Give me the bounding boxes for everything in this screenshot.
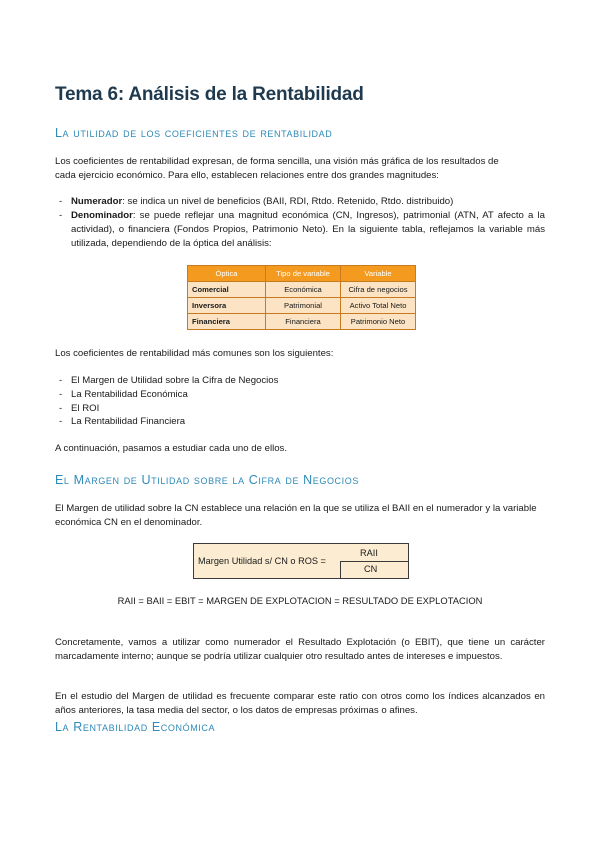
table-row: [188, 314, 416, 330]
table-row: [188, 282, 416, 298]
table-header-optica: Óptica: [188, 266, 266, 282]
list-item-text: El Margen de Utilidad sobre la Cifra de Negocios: [71, 375, 279, 386]
section-heading-margen: El Margen de Utilidad sobre la Cifra de Negocios: [55, 473, 359, 487]
table-header-variable: Variable: [341, 266, 416, 282]
bullet-dash: -: [59, 375, 63, 386]
formula-lhs: Margen Utilidad s/ CN o ROS =: [198, 556, 326, 566]
bullet-dash: -: [59, 389, 63, 400]
section-heading-rentabilidad-economica: La Rentabilidad Económica: [55, 720, 216, 734]
bullet-dash: -: [59, 416, 63, 427]
list-item-text: La Rentabilidad Económica: [71, 389, 188, 400]
table-header-tipo: Tipo de variable: [266, 266, 341, 282]
bullet-numerador-term: Numerador: [71, 196, 123, 207]
margen-paragraph-2: Concretamente, vamos a utilizar como numerador el Resultado Explotación (o EBIT), que tiene un carácter marcadamente interno; aunque se podría utilizar cualquier otro resultado antes de intereses e impuestos.: [55, 637, 545, 662]
list-item: [59, 415, 545, 429]
table-cell: Financiera: [188, 314, 266, 330]
bullet-dash: -: [59, 403, 63, 414]
table-row: [188, 298, 416, 314]
intro-paragraph: [55, 155, 545, 183]
list-item-text: La Rentabilidad Financiera: [71, 416, 186, 427]
section-heading-utilidad: La utilidad de los coeficientes de rentabilidad: [55, 126, 333, 140]
list-intro: Los coeficientes de rentabilidad más comunes son los siguientes:: [55, 348, 334, 359]
bullet-denominador-term: Denominador: [71, 210, 133, 221]
table-cell: Activo Total Neto: [341, 298, 416, 314]
list-item: [59, 374, 545, 388]
intro-line-1: Los coeficientes de rentabilidad expresan, de forma sencilla, una visión más gráfica de los resultados de: [55, 156, 499, 167]
bullet-dash: -: [59, 210, 63, 221]
continuation-text: A continuación, pasamos a estudiar cada uno de ellos.: [55, 443, 288, 454]
margen-paragraph-1: El Margen de utilidad sobre la CN establece una relación en la que se utiliza el BAII en el numerador y la variable económica CN en el denominador.: [55, 503, 537, 528]
page-title: Tema 6: Análisis de la Rentabilidad: [55, 84, 364, 105]
table-cell: Económica: [266, 282, 341, 298]
margen-paragraph-3: En el estudio del Margen de utilidad es frecuente comparar este ratio con otros como los índices alcanzados en años anteriores, la tasa media del sector, o los datos de empresas próximas o afines.: [55, 691, 545, 716]
table-cell: Cifra de negocios: [341, 282, 416, 298]
formula-numerator: RAII: [360, 548, 378, 558]
table-cell: Financiera: [266, 314, 341, 330]
bullet-numerador: [59, 195, 545, 209]
table-cell: Inversora: [188, 298, 266, 314]
bullet-numerador-text: : se indica un nivel de beneficios (BAII, RDI, Rtdo. Retenido, Rtdo. distribuido): [122, 196, 454, 207]
list-item: [59, 388, 545, 402]
bullet-denominador-text: : se puede reflejar una magnitud económica (CN, Ingresos), patrimonial (ATN, AT afecto a la actividad), o financiera (Fondos Propios, Patrimonio Neto). En la siguiente tabla, reflejamos la variable más utilizada, dependiendo de la óptica del análisis:: [71, 210, 545, 249]
equivalence-line: RAII = BAII = EBIT = MARGEN DE EXPLOTACION = RESULTADO DE EXPLOTACION: [117, 595, 483, 606]
bullet-dash: -: [59, 196, 63, 207]
intro-line-2: cada ejercicio económico. Para ello, establecen relaciones entre dos grandes magnitudes:: [55, 170, 439, 181]
list-item: [59, 402, 545, 416]
table-cell: Patrimonial: [266, 298, 341, 314]
bullet-denominador: [59, 209, 545, 251]
list-item-text: El ROI: [71, 403, 100, 414]
ros-formula-box: [193, 543, 409, 579]
table-cell: Patrimonio Neto: [341, 314, 416, 330]
formula-denominator: CN: [364, 564, 378, 574]
variables-table: [187, 265, 416, 330]
table-cell: Comercial: [188, 282, 266, 298]
table-header-row: [188, 266, 416, 282]
